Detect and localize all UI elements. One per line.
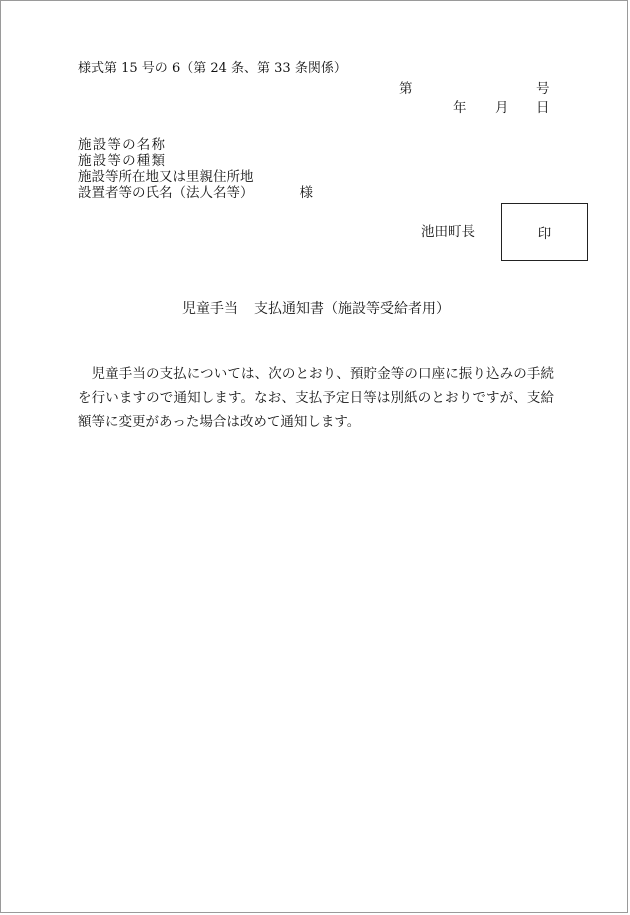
founder-name-row bbox=[78, 185, 313, 201]
date-month-label: 月 bbox=[495, 100, 509, 116]
facility-type-label: 施設等の種類 bbox=[78, 153, 167, 169]
title-part2: 支払通知書（施設等受給者用） bbox=[254, 301, 450, 317]
document-number-suffix: 号 bbox=[536, 81, 550, 97]
title-part1: 児童手当 bbox=[182, 301, 238, 317]
founder-name-label: 設置者等の氏名（法人名等） bbox=[78, 185, 254, 201]
seal-label: 印 bbox=[537, 226, 552, 242]
document-number-prefix: 第 bbox=[399, 81, 413, 97]
issuer-mayor: 池田町長 bbox=[421, 224, 475, 240]
form-number: 様式第 15 号の 6（第 24 条、第 33 条関係） bbox=[78, 61, 347, 76]
document-title bbox=[1, 300, 630, 318]
facility-name-label: 施設等の名称 bbox=[78, 137, 167, 153]
recipient-block bbox=[78, 137, 313, 201]
seal-box bbox=[501, 203, 588, 261]
honorific: 様 bbox=[299, 185, 313, 201]
date-year-label: 年 bbox=[453, 100, 467, 116]
body-paragraph: 児童手当の支払については、次のとおり、預貯金等の口座に振り込みの手続を行いますので通知します。なお、支払予定日等は別紙のとおりですが、支給額等に変更があった場合は改めて通知します。 bbox=[78, 366, 554, 430]
date-day-label: 日 bbox=[536, 100, 550, 116]
facility-address-label: 施設等所在地又は里親住所地 bbox=[78, 169, 254, 185]
